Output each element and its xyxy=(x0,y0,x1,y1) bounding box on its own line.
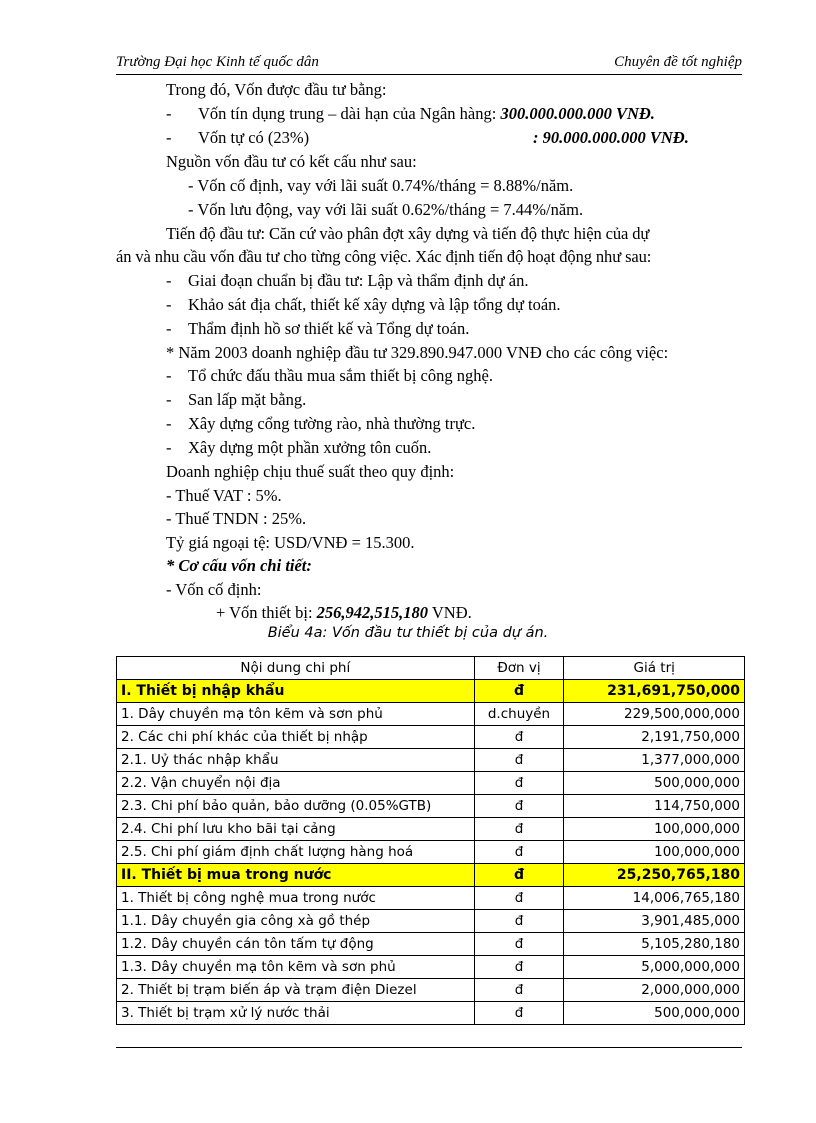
equipment-cost-table xyxy=(116,656,745,1025)
cell-unit: đ xyxy=(474,726,564,749)
cell-unit: đ xyxy=(474,772,564,795)
header-university: Trường Đại học Kinh tế quốc dân xyxy=(116,54,319,70)
cell-value: 231,691,750,000 xyxy=(564,680,745,703)
cell-unit: đ xyxy=(474,956,564,979)
cell-value: 25,250,765,180 xyxy=(564,864,745,887)
cell-unit: đ xyxy=(474,887,564,910)
para-line-10: - Khảo sát địa chất, thiết kế xây dựng và lập tổng dự toán. xyxy=(166,295,561,314)
table-row xyxy=(117,841,745,864)
table-row xyxy=(117,818,745,841)
cell-value: 100,000,000 xyxy=(564,818,745,841)
footer-divider xyxy=(116,1047,742,1048)
cell-unit: đ xyxy=(474,818,564,841)
table-row xyxy=(117,703,745,726)
table-row xyxy=(117,956,745,979)
bank-loan-value: 300.000.000.000 VNĐ. xyxy=(500,104,655,123)
para-line-6: - Vốn lưu động, vay với lãi suất 0.62%/tháng = 7.44%/năm. xyxy=(188,200,584,219)
cell-value: 229,500,000,000 xyxy=(564,703,745,726)
cell-value: 5,000,000,000 xyxy=(564,956,745,979)
para-line-7: Tiến độ đầu tư: Căn cứ vào phân đợt xây dựng và tiến độ thực hiện của dự xyxy=(166,224,650,243)
table-row xyxy=(117,1002,745,1025)
table-row xyxy=(117,772,745,795)
para-line-11: - Thẩm định hồ sơ thiết kế và Tổng dự toán. xyxy=(166,319,470,338)
table-header-row xyxy=(117,657,745,680)
cell-value: 500,000,000 xyxy=(564,1002,745,1025)
table-row xyxy=(117,795,745,818)
para-line-3: - Vốn tự có (23%) xyxy=(166,128,310,147)
table-row xyxy=(117,979,745,1002)
cell-unit: đ xyxy=(474,1002,564,1025)
para-line-12: * Năm 2003 doanh nghiệp đầu tư 329.890.947.000 VNĐ cho các công việc: xyxy=(166,343,669,362)
cell-unit: d.chuyền xyxy=(474,703,564,726)
header-divider xyxy=(116,74,742,75)
cell-content: 1.1. Dây chuyền gia công xà gồ thép xyxy=(117,910,475,933)
equity-value: : 90.000.000.000 VNĐ. xyxy=(533,128,689,147)
cell-value: 14,006,765,180 xyxy=(564,887,745,910)
para-line-5: - Vốn cố định, vay với lãi suất 0.74%/tháng = 8.88%/năm. xyxy=(188,176,574,195)
cell-content: I. Thiết bị nhập khẩu xyxy=(117,680,475,703)
cell-content: 1. Dây chuyền mạ tôn kẽm và sơn phủ xyxy=(117,703,475,726)
para-line-2: - Vốn tín dụng trung – dài hạn của Ngân hàng: 300.000.000.000 VNĐ. xyxy=(166,104,655,123)
bank-loan-label: Vốn tín dụng trung – dài hạn của Ngân hàng: xyxy=(198,104,497,123)
cell-content: 3. Thiết bị trạm xử lý nước thải xyxy=(117,1002,475,1025)
cell-content: 1. Thiết bị công nghệ mua trong nước xyxy=(117,887,475,910)
cell-content: 2.1. Uỷ thác nhập khẩu xyxy=(117,749,475,772)
cell-content: 1.3. Dây chuyền mạ tôn kẽm và sơn phủ xyxy=(117,956,475,979)
cell-value: 2,000,000,000 xyxy=(564,979,745,1002)
cell-unit: đ xyxy=(474,864,564,887)
cell-content: 2.2. Vận chuyển nội địa xyxy=(117,772,475,795)
col-header-value: Giá trị xyxy=(564,657,745,680)
cell-unit: đ xyxy=(474,933,564,956)
table-row xyxy=(117,933,745,956)
cell-value: 100,000,000 xyxy=(564,841,745,864)
equity-label: Vốn tự có (23%) xyxy=(198,128,310,147)
para-line-20: Tỷ giá ngoại tệ: USD/VNĐ = 15.300. xyxy=(166,533,415,552)
cell-content: 2.5. Chi phí giám định chất lượng hàng hoá xyxy=(117,841,475,864)
cell-unit: đ xyxy=(474,680,564,703)
table-row xyxy=(117,749,745,772)
cell-unit: đ xyxy=(474,979,564,1002)
table-caption: Biểu 4a: Vốn đầu tư thiết bị của dự án. xyxy=(267,625,549,641)
table-row xyxy=(117,726,745,749)
section-subheading: * Cơ cấu vốn chi tiết: xyxy=(166,556,312,575)
table-row xyxy=(117,887,745,910)
table-row xyxy=(117,680,745,703)
para-line-8: án và nhu cầu vốn đầu tư cho từng công việc. Xác định tiến độ hoạt động như sau: xyxy=(116,247,652,266)
cell-content: 2. Thiết bị trạm biến áp và trạm điện Diezel xyxy=(117,979,475,1002)
page-header xyxy=(116,52,742,74)
table-row xyxy=(117,910,745,933)
cell-unit: đ xyxy=(474,841,564,864)
para-line-13: - Tổ chức đấu thầu mua sắm thiết bị công nghệ. xyxy=(166,366,493,385)
cell-unit: đ xyxy=(474,795,564,818)
para-line-17: Doanh nghiệp chịu thuế suất theo quy định: xyxy=(166,462,455,481)
cell-value: 3,901,485,000 xyxy=(564,910,745,933)
para-line-1: Trong đó, Vốn được đầu tư bằng: xyxy=(166,80,387,99)
table-row xyxy=(117,864,745,887)
cell-value: 2,191,750,000 xyxy=(564,726,745,749)
cell-unit: đ xyxy=(474,910,564,933)
equipment-capital-value: 256,942,515,180 xyxy=(316,603,429,622)
cell-content: 2. Các chi phí khác của thiết bị nhập xyxy=(117,726,475,749)
cell-value: 114,750,000 xyxy=(564,795,745,818)
col-header-content: Nội dung chi phí xyxy=(117,657,475,680)
para-line-14: - San lấp mặt bằng. xyxy=(166,390,307,409)
para-line-18: - Thuế VAT : 5%. xyxy=(166,486,282,505)
para-line-22: - Vốn cố định: xyxy=(166,580,262,599)
cell-content: 2.3. Chi phí bảo quản, bảo dưỡng (0.05%GTB) xyxy=(117,795,475,818)
cell-content: 1.2. Dây chuyền cán tôn tấm tự động xyxy=(117,933,475,956)
para-line-9: - Giai đoạn chuẩn bị đầu tư: Lập và thẩm định dự án. xyxy=(166,271,529,290)
cell-content: II. Thiết bị mua trong nước xyxy=(117,864,475,887)
cell-value: 5,105,280,180 xyxy=(564,933,745,956)
header-doc-type: Chuyên đề tốt nghiệp xyxy=(614,54,742,70)
para-line-16: - Xây dựng một phần xưởng tôn cuốn. xyxy=(166,438,432,457)
col-header-unit: Đơn vị xyxy=(474,657,564,680)
cell-unit: đ xyxy=(474,749,564,772)
cell-value: 1,377,000,000 xyxy=(564,749,745,772)
para-line-19: - Thuế TNDN : 25%. xyxy=(166,509,307,528)
para-line-4: Nguồn vốn đầu tư có kết cấu như sau: xyxy=(166,152,417,171)
cell-value: 500,000,000 xyxy=(564,772,745,795)
para-line-15: - Xây dựng cổng tường rào, nhà thường trực. xyxy=(166,414,476,433)
cell-content: 2.4. Chi phí lưu kho bãi tại cảng xyxy=(117,818,475,841)
para-line-23: + Vốn thiết bị: 256,942,515,180 VNĐ. xyxy=(216,603,472,622)
